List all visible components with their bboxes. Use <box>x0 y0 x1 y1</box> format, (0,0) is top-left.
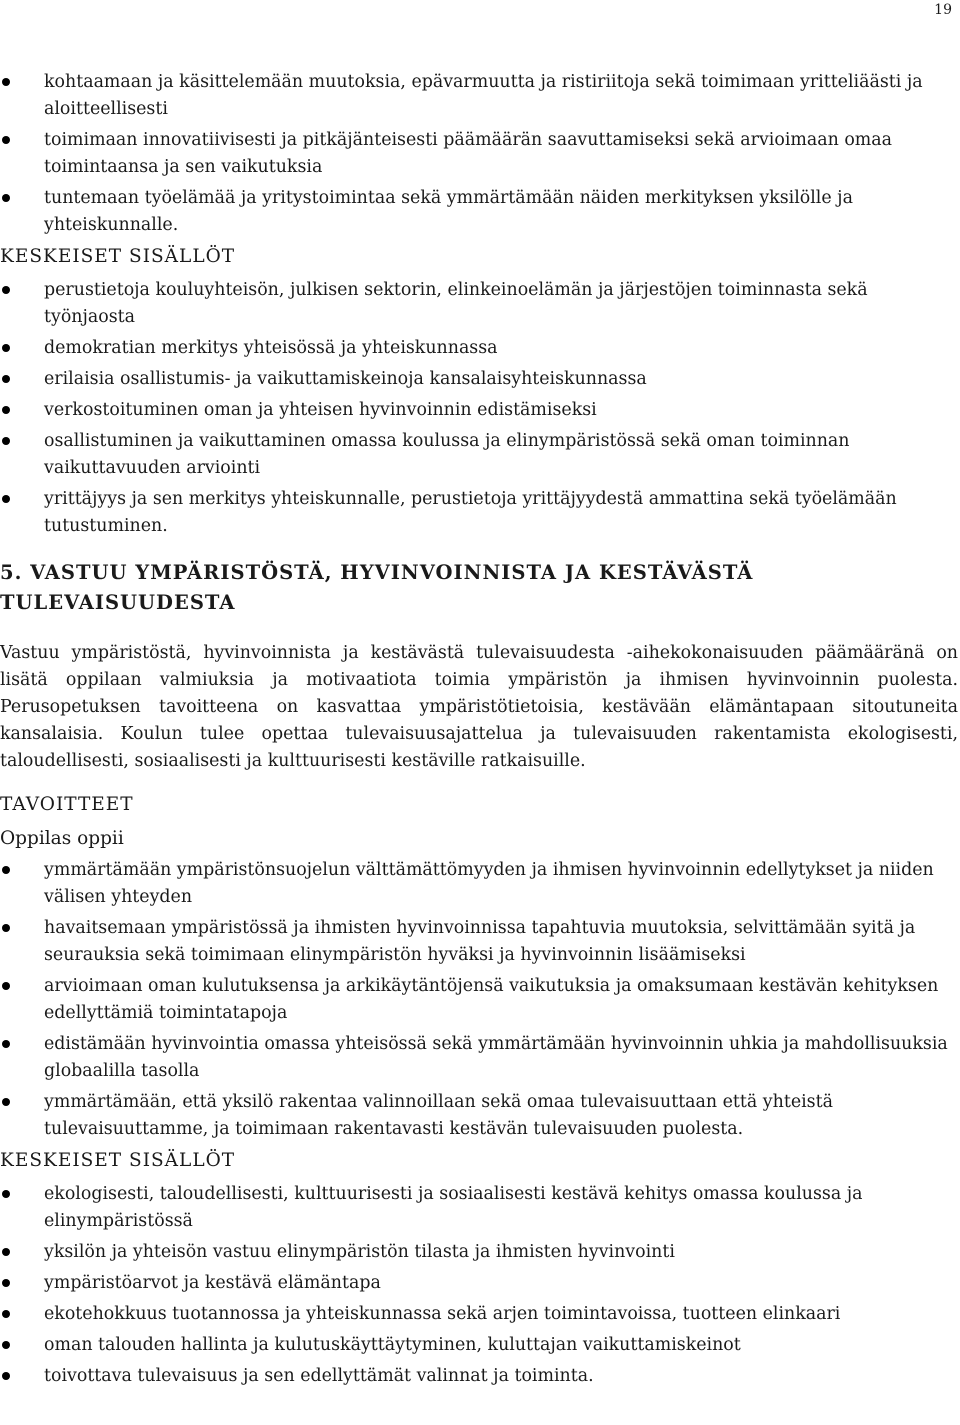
list-item <box>0 1181 958 1235</box>
bullet-icon <box>2 1341 10 1349</box>
list-item <box>0 486 958 540</box>
bullet-icon <box>2 982 10 990</box>
list-item-text: havaitsemaan ympäristössä ja ihmisten hyvinvoinnissa tapahtuvia muutoksia, selvittämään syitä ja seurauksia sekä toimimaan elinympäristön hyväksi ja hyvinvoinnin lisäämiseksi <box>44 918 916 965</box>
list-item <box>0 335 958 362</box>
list-item <box>0 397 958 424</box>
bullet-icon <box>2 136 10 144</box>
list-item-text: edistämään hyvinvointia omassa yhteisössä sekä ymmärtämään hyvinvoinnin uhkia ja mahdollisuuksia globaalilla tasolla <box>44 1034 948 1081</box>
list-item-text: ympäristöarvot ja kestävä elämäntapa <box>44 1273 381 1293</box>
key-contents-list-2 <box>0 1181 958 1390</box>
bullet-icon <box>2 437 10 445</box>
list-item <box>0 1332 958 1359</box>
list-item-text: ymmärtämään, että yksilö rakentaa valinnoillaan sekä omaa tulevaisuuttaan että yhteistä tulevaisuuttamme, ja toimimaan rakentavasti kestävän tulevaisuuden puolesta. <box>44 1092 833 1139</box>
list-item-text: osallistuminen ja vaikuttaminen omassa koulussa ja elinympäristössä sekä oman toiminnan vaikuttavuuden arviointi <box>44 431 850 478</box>
list-item <box>0 915 958 969</box>
list-item-text: toimimaan innovatiivisesti ja pitkäjänteisesti päämäärän saavuttamiseksi sekä arvioimaan omaa toimintaansa ja sen vaikutuksia <box>44 130 893 177</box>
bullet-icon <box>2 286 10 294</box>
list-item <box>0 428 958 482</box>
chapter-paragraph: Vastuu ympäristöstä, hyvinvoinnista ja kestävästä tulevaisuudesta -aihekokonaisuuden päämääränä on lisätä oppilaan valmiuksia ja motivaatiota toimia ympäristön ja ihmisen hyvinvoinnin puolesta. Perusopetuksen tavoitteena on kasvattaa ympäristötietoisia, kestävään elämäntapaan sitoutuneita kansalaisia. Koulun tulee opettaa tulevaisuusajattelua ja tulevaisuuden rakentamista ekologisesti, taloudellisesti, sosiaalisesti ja kulttuurisesti kestäville ratkaisuille. <box>0 643 958 771</box>
list-item <box>0 973 958 1027</box>
page-content <box>0 69 958 1394</box>
bullet-icon <box>2 375 10 383</box>
bullet-icon <box>2 194 10 202</box>
key-contents-list <box>0 277 958 540</box>
list-item <box>0 857 958 911</box>
section-heading-key-contents-2: KESKEISET SISÄLLÖT <box>0 1150 236 1171</box>
bullet-icon <box>2 344 10 352</box>
list-item-text: demokratian merkitys yhteisössä ja yhteiskunnassa <box>44 338 498 358</box>
list-item-text: toivottava tulevaisuus ja sen edellyttämät valinnat ja toiminta. <box>44 1366 594 1386</box>
bullet-icon <box>2 406 10 414</box>
list-item-text: oman talouden hallinta ja kulutuskäyttäytyminen, kuluttajan vaikuttamiskeinot <box>44 1335 741 1355</box>
list-item <box>0 127 958 181</box>
list-item <box>0 277 958 331</box>
bullet-icon <box>2 1248 10 1256</box>
list-item-text: yksilön ja yhteisön vastuu elinympäristön tilasta ja ihmisten hyvinvointi <box>44 1242 675 1262</box>
list-item <box>0 1089 958 1143</box>
bullet-icon <box>2 1372 10 1380</box>
list-item <box>0 1301 958 1328</box>
list-item-text: verkostoituminen oman ja yhteisen hyvinvoinnin edistämiseksi <box>44 400 597 420</box>
list-item-text: ymmärtämään ympäristönsuojelun välttämättömyyden ja ihmisen hyvinvoinnin edellytykset ja niiden välisen yhteyden <box>44 860 934 907</box>
intro-bullet-list <box>0 69 958 239</box>
bullet-icon <box>2 78 10 86</box>
list-item-text: perustietoja kouluyhteisön, julkisen sektorin, elinkeinoelämän ja järjestöjen toiminnasta sekä työnjaosta <box>44 280 868 327</box>
goals-subheading: Oppilas oppii <box>0 828 124 849</box>
bullet-icon <box>2 1279 10 1287</box>
bullet-icon <box>2 495 10 503</box>
list-item <box>0 1270 958 1297</box>
goals-list <box>0 857 958 1143</box>
page-number: 19 <box>934 2 952 18</box>
list-item-text: yrittäjyys ja sen merkitys yhteiskunnalle, perustietoja yrittäjyydestä ammattina sekä työelämään tutustuminen. <box>44 489 897 536</box>
list-item-text: ekotehokkuus tuotannossa ja yhteiskunnassa sekä arjen toimintavoissa, tuotteen elinkaari <box>44 1304 841 1324</box>
chapter-title: 5. VASTUU YMPÄRISTÖSTÄ, HYVINVOINNISTA JA KESTÄVÄSTÄ TULEVAISUUDESTA <box>0 561 754 614</box>
bullet-icon <box>2 1098 10 1106</box>
list-item <box>0 185 958 239</box>
list-item-text: erilaisia osallistumis- ja vaikuttamiskeinoja kansalaisyhteiskunnassa <box>44 369 647 389</box>
list-item-text: tuntemaan työelämää ja yritystoimintaa sekä ymmärtämään näiden merkityksen yksilölle ja yhteiskunnalle. <box>44 188 853 235</box>
list-item <box>0 69 958 123</box>
bullet-icon <box>2 866 10 874</box>
list-item-text: arvioimaan oman kulutuksensa ja arkikäytäntöjensä vaikutuksia ja omaksumaan kestävän kehityksen edellyttämiä toimintatapoja <box>44 976 939 1023</box>
list-item <box>0 1239 958 1266</box>
list-item-text: kohtaamaan ja käsittelemään muutoksia, epävarmuutta ja ristiriitoja sekä toimimaan yritteliäästi ja aloitteellisesti <box>44 72 923 119</box>
bullet-icon <box>2 1190 10 1198</box>
bullet-icon <box>2 924 10 932</box>
list-item-text: ekologisesti, taloudellisesti, kulttuurisesti ja sosiaalisesti kestävä kehitys omassa koulussa ja elinympäristössä <box>44 1184 863 1231</box>
bullet-icon <box>2 1040 10 1048</box>
list-item <box>0 1363 958 1390</box>
section-heading-key-contents: KESKEISET SISÄLLÖT <box>0 246 236 267</box>
bullet-icon <box>2 1310 10 1318</box>
list-item <box>0 366 958 393</box>
section-heading-goals: TAVOITTEET <box>0 794 134 815</box>
list-item <box>0 1031 958 1085</box>
